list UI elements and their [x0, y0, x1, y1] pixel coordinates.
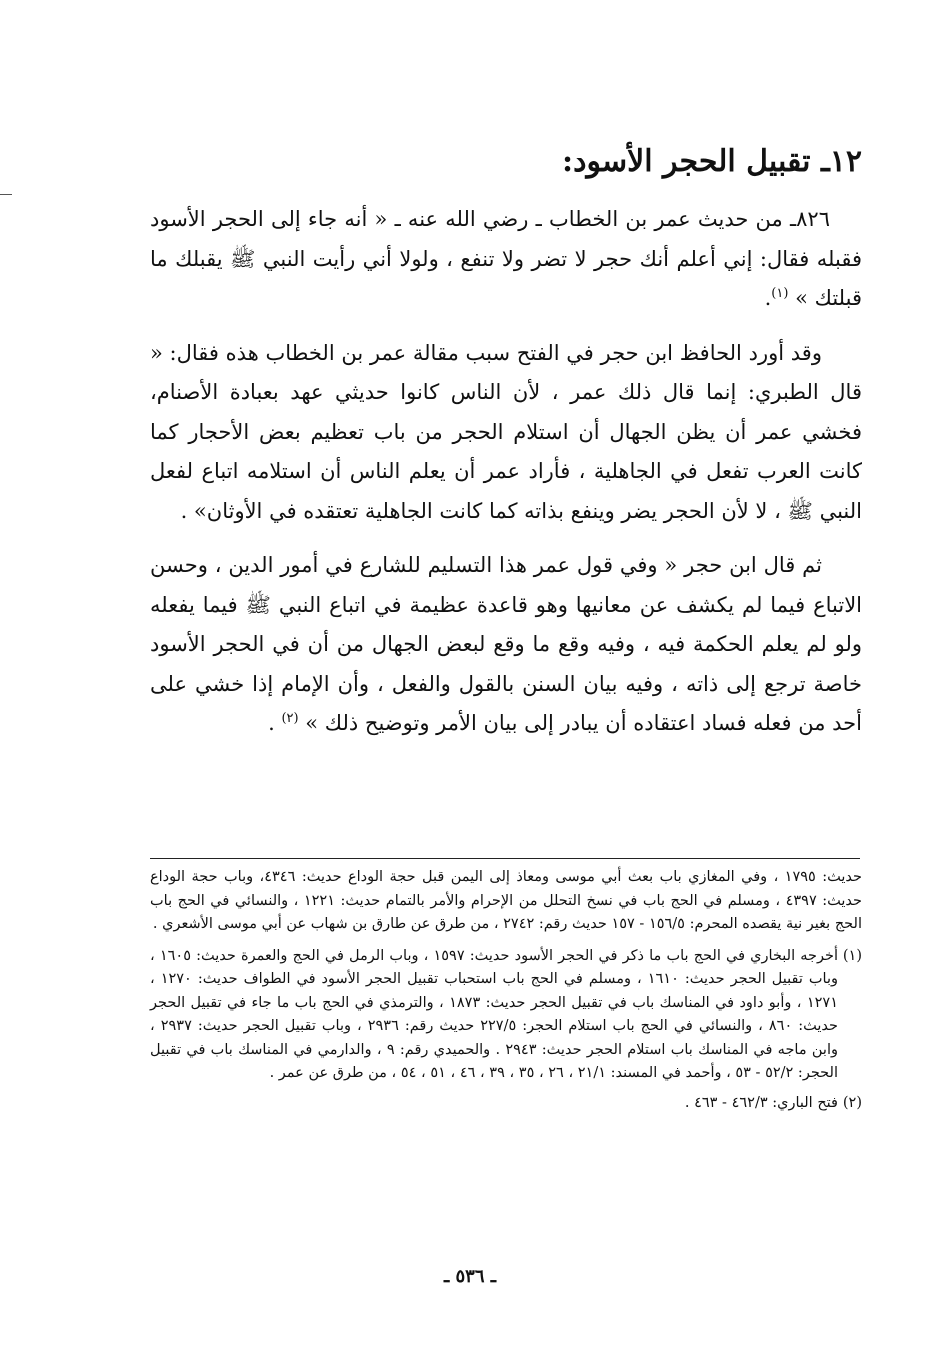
section-heading: ١٢ـ تقبيل الحجر الأسود:: [562, 144, 862, 179]
footnote-1-number: (١): [842, 947, 862, 964]
hadith-end: .: [764, 286, 772, 310]
page-number: ـ ٥٣٦ ـ: [443, 1266, 497, 1287]
footnote-ref-1: (١): [771, 286, 789, 301]
footnote-continuation: حديث: ١٧٩٥ ، وفي المغازي باب بعث أبي موسى ومعاذ إلى اليمن قبل حجة الوداع حديث: ٤٣٤٦، وباب حجة الوداع حديث: ٤٣٩٧ ، ومسلم في الحج باب في نسخ التحلل من الإحرام والأمر بالتمام حديث: ١٢٢١ ، والنسائي في الحج باب الحج بغير نية يقصده المحرم: ١٥٦/٥ - ١٥٧ حديث رقم: ٢٧٤٢ ، من طرق عن طارق بن شهاب عن أبي موسى الأشعري .: [150, 869, 863, 932]
footnote-2-text: فتح الباري: ٤٦٢/٣ - ٤٦٣ .: [684, 1094, 838, 1111]
footnote-divider: [150, 858, 860, 859]
footnote-2: [150, 1092, 862, 1116]
footnote-1-text: أخرجه البخاري في الحج باب ما ذكر في الحجر الأسود حديث: ١٥٩٧ ، وباب الرمل في الحج والعمرة حديث: ١٦٠٥ ، وباب تقبيل الحجر حديث: ١٦١٠ ، ومسلم في الحج باب استحباب تقبيل الحجر الأسود في الطواف حديث: ١٢٧٠ ، ١٢٧١ ، وأبو داود في المناسك باب في تقبيل الحجر حديث: ١٨٧٣ ، والترمذي في الحج باب ما جاء في تقبيل الحجر حديث: ٨٦٠ ، والنسائي في الحج باب استلام الحجر: ٢٢٧/٥ حديث رقم: ٢٩٣٦ ، وباب تقبيل الحجر حديث: ٢٩٣٧ ، وابن ماجه في المناسك باب استلام الحجر حديث: ٢٩٤٣ . والحميدي رقم: ٩ ، والدارمي في المناسك باب في تقبيل الحجر: ٥٢/٢ - ٥٣ ، وأحمد في المسند: ٢١/١ ، ٢٦ ، ٣٥ ، ٣٩ ، ٤٦ ، ٥١ ، ٥٤ ، من طرق عن عمر .: [150, 947, 838, 1081]
footnote-2-number: (٢): [842, 1094, 862, 1111]
footnote-1: [150, 945, 862, 1086]
footnotes: [150, 866, 862, 1121]
footnote-ref-2: (٢): [281, 711, 299, 726]
main-text: [150, 140, 862, 759]
ibn-hajar-paragraph: [150, 546, 862, 744]
margin-mark: [0, 194, 12, 195]
hadith-paragraph: [150, 200, 862, 319]
ibn-hajar-text: ثم قال ابن حجر « وفي قول عمر هذا التسليم للشارع في أمور الدين ، وحسن الاتباع فيما لم يكشف عن معانيها وهو قاعدة عظيمة في اتباع النبي ﷺ فيما يفعله ولو لم يعلم الحكمة فيه ، وفيه وقع ما وقع لبعض الجهال من أن في الحجر الأسود خاصة ترجع إلى ذاته ، وفيه بيان السنن بالقول والفعل ، وأن الإمام إذا خشي على أحد من فعله فساد اعتقاده أن يبادر إلى بيان الأمر وتوضيح ذلك »: [150, 553, 862, 735]
commentary-paragraph: وقد أورد الحافظ ابن حجر في الفتح سبب مقالة عمر بن الخطاب هذه فقال: « قال الطبري: إنما قال ذلك عمر ، لأن الناس كانوا حديثي عهد بعبادة الأصنام، فخشي عمر أن يظن الجهال أن استلام الحجر من باب تعظيم بعض الأحجار كما كانت العرب تفعل في الجاهلية ، فأراد عمر أن يعلم الناس أن استلامه اتباع لفعل النبي ﷺ ، لا لأن الحجر يضر وينفع بذاته كما كانت الجاهلية تعتقده في الأوثان» .: [150, 340, 862, 523]
hadith-text: ٨٢٦ـ من حديث عمر بن الخطاب ـ رضي الله عنه ـ « أنه جاء إلى الحجر الأسود فقبله فقال: إني أعلم أنك حجر لا تضر ولا تنفع ، ولولا أني رأيت النبي ﷺ يقبلك ما قبلتك »: [150, 207, 862, 310]
ibn-hajar-end: .: [268, 711, 275, 735]
